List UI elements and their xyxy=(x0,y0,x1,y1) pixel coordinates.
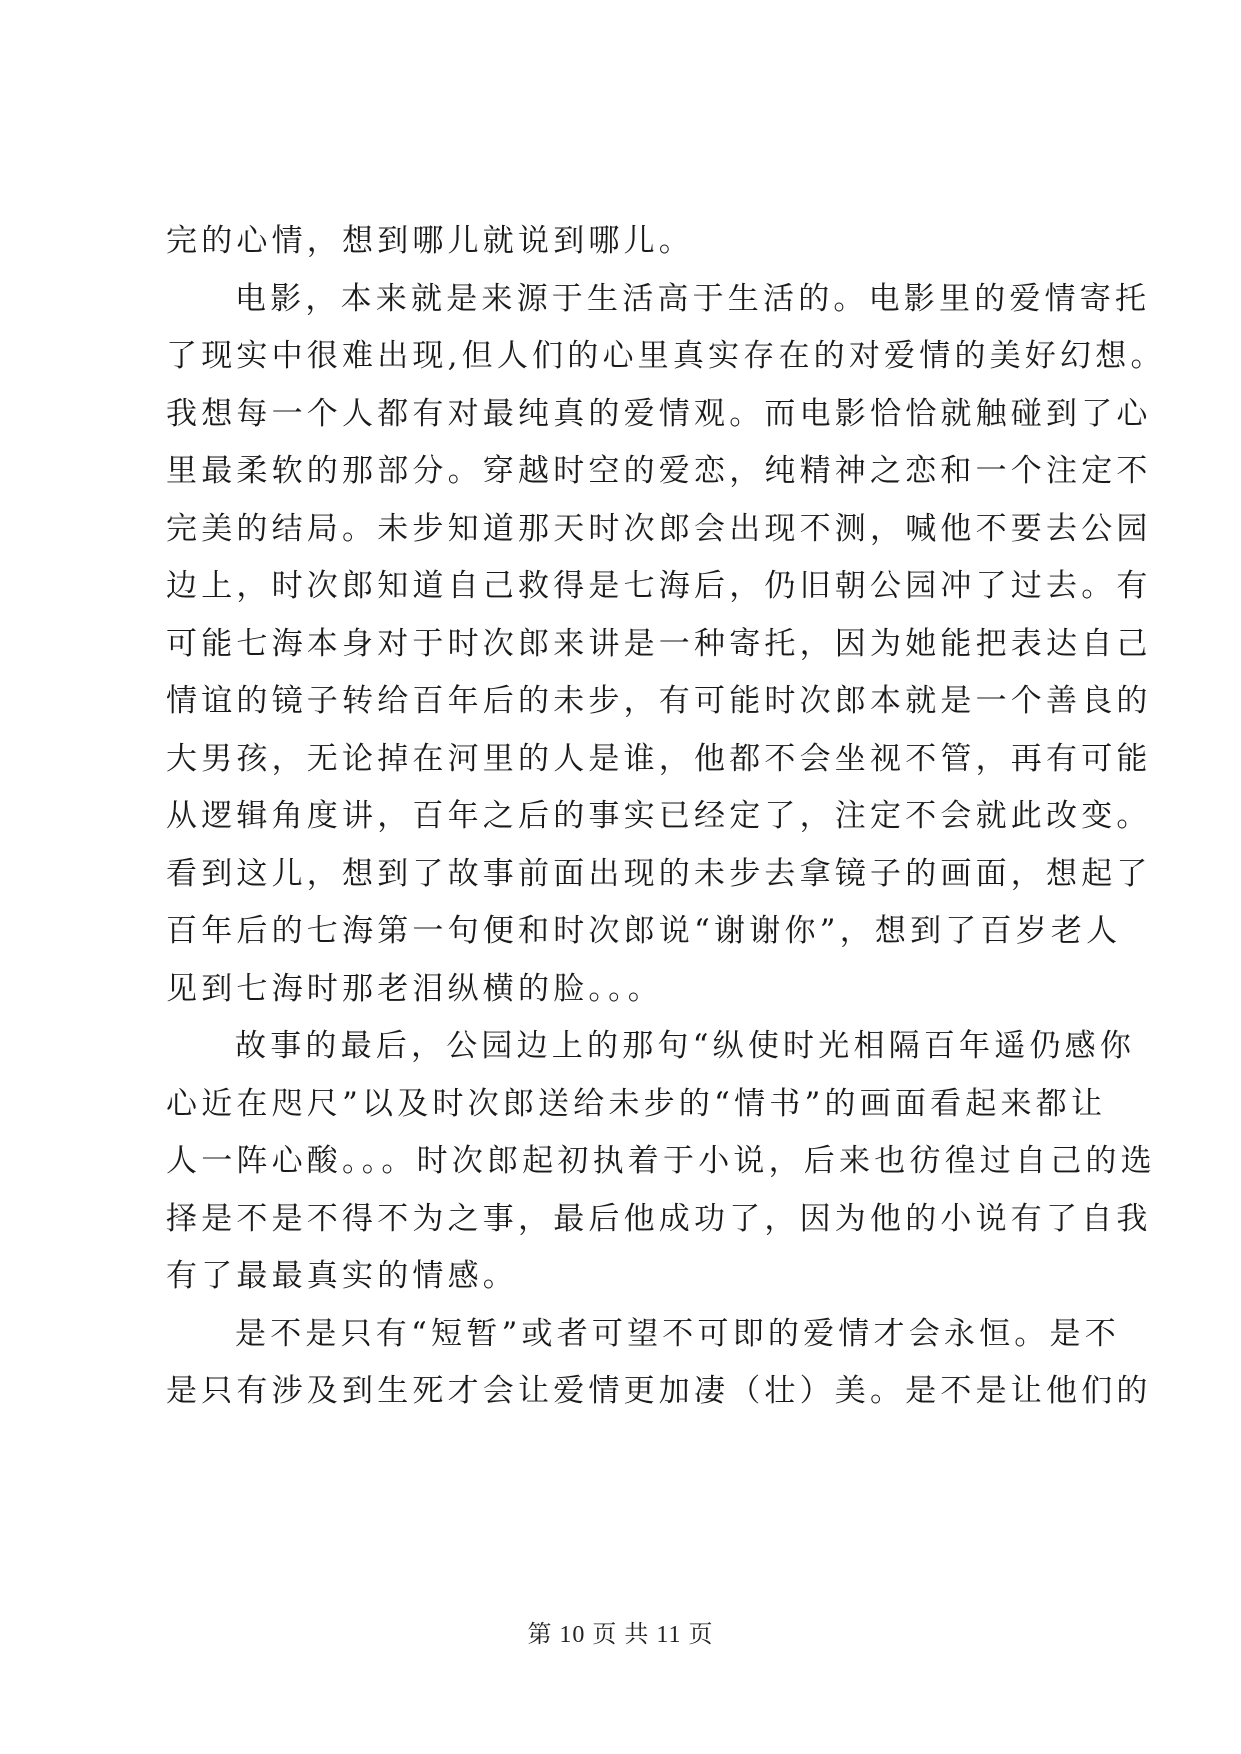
text-line: 边上，时次郎知道自己救得是七海后，仍旧朝公园冲了过去。有 xyxy=(166,568,1152,604)
text-line: 了现实中很难出现,但人们的心里真实存在的对爱情的美好幻想。 xyxy=(166,338,1166,374)
text-line: 完的心情，想到哪儿就说到哪儿。 xyxy=(166,223,694,259)
text-line: 是不是只有“短暂”或者可望不可即的爱情才会永恒。是不 xyxy=(235,1315,1120,1352)
text-line: 我想每一个人都有对最纯真的爱情观。而电影恰恰就触碰到了心 xyxy=(166,395,1152,432)
text-line: 是只有涉及到生死才会让爱情更加凄（壮）美。是不是让他们的 xyxy=(166,1373,1152,1409)
text-line: 电影，本来就是来源于生活高于生活的。电影里的爱情寄托 xyxy=(235,280,1151,317)
text-line: 从逻辑角度讲，百年之后的事实已经定了，注定不会就此改变。 xyxy=(166,798,1152,834)
page-number-footer: 第 10 页 共 11 页 xyxy=(527,1622,714,1648)
text-line: 故事的最后，公园边上的那句“纵使时光相隔百年遥仍感你 xyxy=(235,1028,1136,1064)
text-line: 大男孩，无论掉在河里的人是谁，他都不会坐视不管，再有可能 xyxy=(166,740,1152,777)
text-line: 择是不是不得不为之事，最后他成功了，因为他的小说有了自我 xyxy=(166,1200,1152,1237)
body-text xyxy=(166,213,1166,1421)
text-line: 见到七海时那老泪纵横的脸。。。 xyxy=(166,970,663,1007)
text-line: 看到这儿，想到了故事前面出现的未步去拿镜子的画面，想起了 xyxy=(166,855,1152,892)
text-line: 情谊的镜子转给百年后的未步，有可能时次郎本就是一个善良的 xyxy=(166,683,1152,719)
text-line: 可能七海本身对于时次郎来讲是一种寄托，因为她能把表达自己 xyxy=(166,625,1152,662)
text-line: 有了最最真实的情感。 xyxy=(166,1258,518,1294)
text-line: 心近在咫尺”以及时次郎送给未步的“情书”的画面看起来都让 xyxy=(166,1085,1107,1122)
text-line: 完美的结局。未步知道那天时次郎会出现不测，喊他不要去公园 xyxy=(166,510,1152,547)
text-line: 人一阵心酸。。。时次郎起初执着于小说，后来也彷徨过自己的选 xyxy=(166,1143,1156,1179)
text-line: 百年后的七海第一句便和时次郎说“谢谢你”，想到了百岁老人 xyxy=(166,913,1122,949)
text-line: 里最柔软的那部分。穿越时空的爱恋，纯精神之恋和一个注定不 xyxy=(166,453,1152,489)
